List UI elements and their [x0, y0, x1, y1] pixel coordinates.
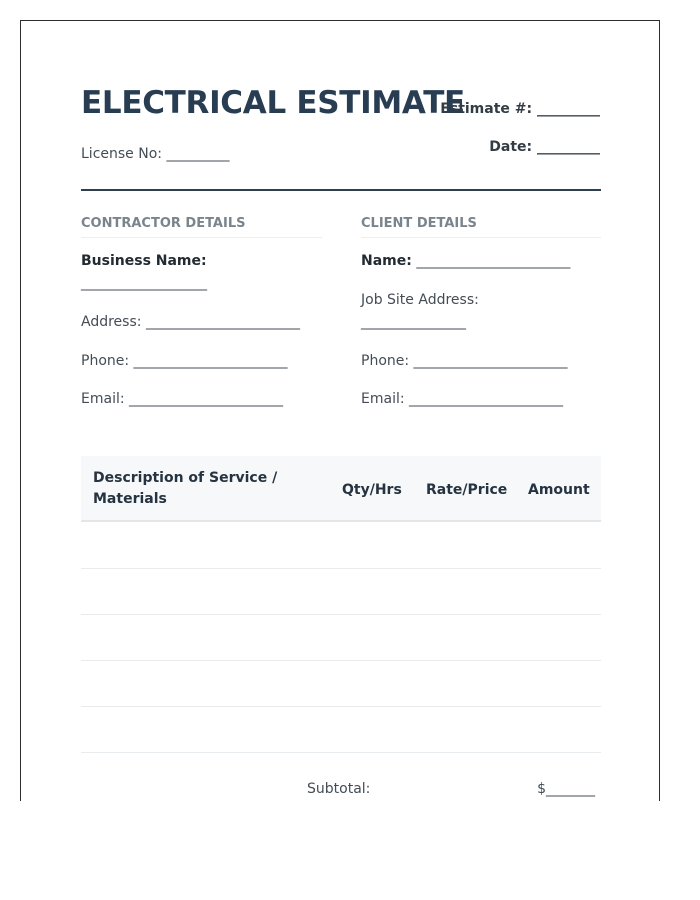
- column-header-amount: Amount: [528, 482, 590, 498]
- column-header-description: Description of Service / Materials: [93, 470, 278, 507]
- date-label: Date:: [489, 139, 533, 155]
- column-header-rate: Rate/Price: [426, 482, 508, 498]
- contractor-email-field[interactable]: [81, 391, 283, 407]
- table-row[interactable]: [81, 752, 601, 753]
- header-divider: [81, 189, 601, 191]
- business-name-value[interactable]: __________________: [81, 275, 207, 291]
- job-site-address-field[interactable]: [361, 292, 479, 308]
- job-site-address-value[interactable]: _______________: [361, 314, 466, 330]
- client-email-value[interactable]: ______________________: [409, 391, 564, 407]
- contractor-email-value[interactable]: ______________________: [129, 391, 284, 407]
- estimate-number-value[interactable]: _________: [537, 101, 600, 117]
- contractor-phone-value[interactable]: ______________________: [133, 353, 288, 369]
- contractor-details-heading: CONTRACTOR DETAILS: [81, 216, 322, 238]
- client-name-label: Name:: [361, 253, 412, 269]
- table-row[interactable]: [81, 706, 601, 707]
- table-row[interactable]: [81, 614, 601, 615]
- contractor-address-field[interactable]: [81, 314, 300, 330]
- license-value[interactable]: _________: [166, 146, 230, 162]
- table-row[interactable]: [81, 660, 601, 661]
- client-phone-label: Phone:: [361, 353, 410, 369]
- date-value[interactable]: _________: [537, 139, 600, 155]
- table-row[interactable]: [81, 568, 601, 569]
- contractor-address-label: Address:: [81, 314, 142, 330]
- client-name-value[interactable]: ______________________: [416, 253, 571, 269]
- contractor-email-label: Email:: [81, 391, 125, 407]
- client-details-heading: CLIENT DETAILS: [361, 216, 601, 238]
- license-field[interactable]: [81, 146, 229, 162]
- job-site-address-label: Job Site Address:: [361, 292, 479, 308]
- contractor-phone-field[interactable]: [81, 353, 288, 369]
- client-phone-field[interactable]: [361, 353, 568, 369]
- subtotal-value[interactable]: $_______: [537, 781, 595, 797]
- contractor-phone-label: Phone:: [81, 353, 130, 369]
- business-name-label: Business Name:: [81, 253, 207, 269]
- estimate-number-field[interactable]: [440, 101, 600, 117]
- date-field[interactable]: [489, 139, 600, 155]
- client-phone-value[interactable]: ______________________: [413, 353, 568, 369]
- license-label: License No:: [81, 146, 162, 162]
- client-name-field[interactable]: [361, 253, 570, 269]
- column-header-qty: Qty/Hrs: [342, 482, 402, 498]
- client-email-field[interactable]: [361, 391, 563, 407]
- estimate-number-label: Estimate #:: [440, 101, 533, 117]
- page-title: ELECTRICAL ESTIMATE: [81, 85, 465, 121]
- table-header: [81, 456, 601, 522]
- client-email-label: Email:: [361, 391, 405, 407]
- contractor-address-value[interactable]: ______________________: [145, 314, 300, 330]
- estimate-sheet: [20, 20, 660, 801]
- business-name-field[interactable]: [81, 253, 207, 269]
- subtotal-label: Subtotal:: [307, 781, 371, 797]
